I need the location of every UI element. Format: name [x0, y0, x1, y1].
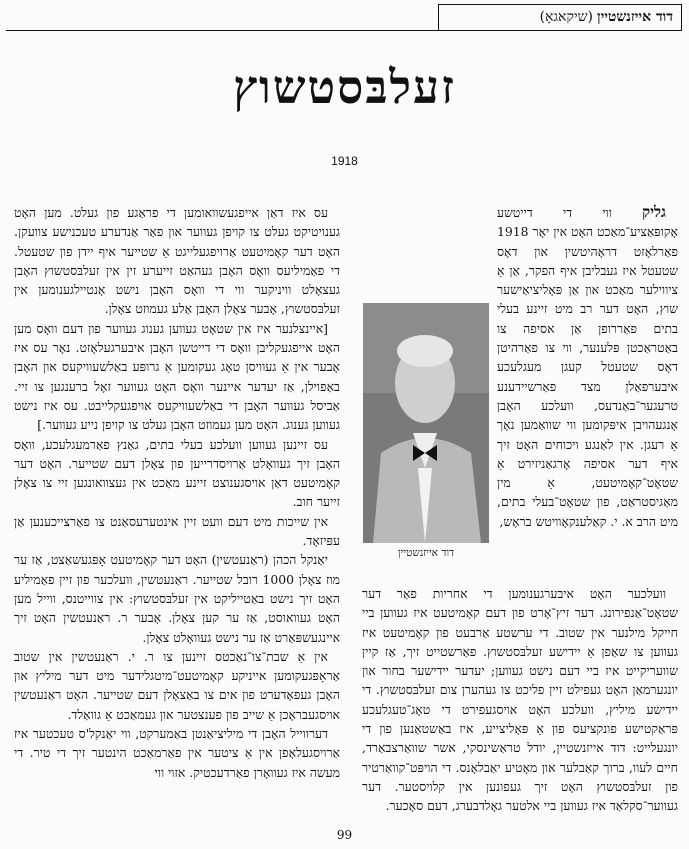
- header-rule: [6, 30, 438, 31]
- running-head-author: דוד אייזנשטיין: [597, 9, 673, 25]
- right-column-top: [497, 203, 678, 531]
- photo-caption: דוד אייזנשטיין: [397, 547, 455, 559]
- paragraph-3: עס זיינען געווען וועלכע בעלי בתים, גאַנץ פאַרמעגלעכע, וואָס האָבן זיך געוואָלט אַרויסדרייען פון צאָלן דעם שטייער. האָט דער קאָמיטעט דאַן אויסגענוצט זיינע מאַכט אין געצוואונגען זיי צו צאָלן זייער חוב.: [14, 436, 340, 510]
- article-year: 1918: [331, 154, 358, 168]
- lead-word: גליק: [642, 203, 666, 221]
- right-column-top-text: ווי די דייטשע אָקופּאַציע־מאַכט האָט אין יאָר 1918 פאַרלאָזט דראָהיטשין און דאָס שטעטל איז געבליבן איף הפקר, אַן אַ ציווילער מאַכט און אַן פּאָליציאַישער שוץ, האָט דער רב מיט זיינע בעלי בתים פאַררופן אַן אסיפה צו באַטראַכטן פּלענער, ווי צו פאַרהיטן דאָס שטעטל קעגן מעגלעכע איבערפאַלן מצד פאַרשיידענע טרעגער־באַנדעס, וועלכע האָבן אָנגעהויבן איפּקומען ווי שוואַמען נאָך אַ רעגן. אין לאַנגע ויכוחים האָט זיך איף דער אסיפה אָרגאַניזירט אַ שטאָט־קאָמיטעט, אַ מין מאַגיסטראַט, פון שטאָט־בעלי בתים, מיט הרב א. י. קאַלענקאָוויטש בראָש,: [497, 205, 678, 529]
- right-column-bottom-text: וועלכער האָט איבערגענומען די אחריות פאַר דער שטאָט־אַנפירונג. דער זיץ־אָרט פון דעם קאָמיטעט איז געווען ביי חייקל מילנער אין שטוב. די ערשטע אַרבעט פון קאָמיטעט איז געווען צו שאַפן אַ יידישע זעלבּסטשוץ. פאַרשטייט זיך, אַז קיין שוועריקייט איז ביי דעם נישט געווען; יעדער יידישער בחור און יונגערמאַן האָט געפילט זיין פליכט צו געהערן צום זעלבּסטשוץ. די יידישע מיליץ, וועלכע האָט אויסגעפירט די טאָג־טעגלעכע פּראַקטישע פונקציעס פון אַ פּאָליצייע, איז באַשטאַנען פון די יונגעלייט: דוד אייזנשטיין, יודל טראַשינסקי, אשר שוואַרצבאַרד, חיים לעוו, ברוך קאַבלער און מאָטיע יאַבלאָנס. די הויפּט־קוואַרטיר פון זעלבּסטשוץ האָט זיך געפונען אין קלויסטער. דער געווער־סקלאַד איז געווען ביי אלטער גאָלדבערג, דעם סאָכער.: [362, 586, 678, 814]
- article-title: זעלבּסטשוץ: [233, 60, 456, 114]
- paragraph-5: יאַנקל הכהן (ראַנעטשין) האָט דער קאָמיטעט אָפּגעשאַצט, אַז ער מוז צאָלן 1000 רובל שטייער. ראַנעטשין, וועלכער פון זיין פאַמיליע האָט זיך נישט באַטייליקט אין זעלבּסטשוץ: אין צווייטנס, ווייל מען האָט געוואוסט, אַז ער קען צאָלן. אָבער ר. ראַנעטשין האָט זיך איינגעשפּאַרט אַז ער נישט געוואָלט צאָלן.: [14, 552, 340, 645]
- paragraph-4: אין שייכות מיט דעם וועט זיין אינטערעסאַנט צו פאַרצייכענען אַן עפּיזאָד.: [14, 513, 340, 549]
- running-head: [438, 4, 682, 31]
- right-column-bottom: [362, 584, 678, 819]
- paragraph-7: דערווייל האָבן די מיליציאַנטן באַמערקט, ווי יאַנקל'ס טעכטער איז אַרויסגעלאָפן אין אַ ציטער אין פאַרמאַכט הינטער זיך די טיר. די מעשה איז געוואָרן פאַרדעכטיק. אזוי ווי: [14, 726, 340, 780]
- paragraph-2: [איינצלנער איז אין שטאָט געווען גענוג געווער פון דעם וואָס מען האָט אייפגעקליבן וואָס די דייטשן האָבן איבערגעלאָזט. נאָר עס איז אָבער אין אַ געוויסן טאָג געקומען אַ גרופּע באַלשעוויקעס און האָבן באַפוילן, אַז יעדער איינער וואָס האָט געווער זאָל ברענגען צו זיי. אַביסל געווער האָבן די באַלשעוויקעס אויפגעקלייבט. עס איז נישט געווען גענוג. האָט מען געמוזט האָבן געלט צו קויפן נייע געווער.]: [14, 320, 340, 433]
- author-photo: [363, 303, 489, 543]
- paragraph-1: עס איז דאַן אייפגעשוואומען די פראַגע פון געלט. מען האָט גענויטיקט געלט צו קויפן געווער און פאַר אַנדערע טעכנישע צוועקן. האָט דער קאָמיטעט אַרויפגעלייגט אַ שטייער איף יידן פון שטעטל. די פאַמיליעס וואָס האָבן געהאַט זייערע זין אין זעלבּסטשוץ האָבן געצאָלט וויניקער ווי די וואָס האָבן נישט אָנטיילגענומען אין זעלבּסטשוץ, אָבער צאָלן האָבן אַלע געמוזט צאָלן.: [14, 205, 340, 317]
- portrait-illustration: [363, 303, 489, 543]
- page-number: 99: [336, 828, 353, 842]
- paragraph-6: אין אַ שבת־צו־נאַכטס זיינען צו ר. י. ראַנעטשין אין שטוב אַראָפּגעקומען אייניקע קאָמיטעט־מיטגלידער מיט דער מיליץ און האָבן געפאָדערט פון אים צו באַצאָלן דעם שטייער. האָט ראַנעטשין אויסגעבראָכן אַ שייב פון פענצטער און געמאַכט אַ גוואַלד.: [14, 648, 340, 722]
- left-column: [14, 203, 340, 818]
- running-head-place: (שיקאגאָ): [539, 9, 593, 25]
